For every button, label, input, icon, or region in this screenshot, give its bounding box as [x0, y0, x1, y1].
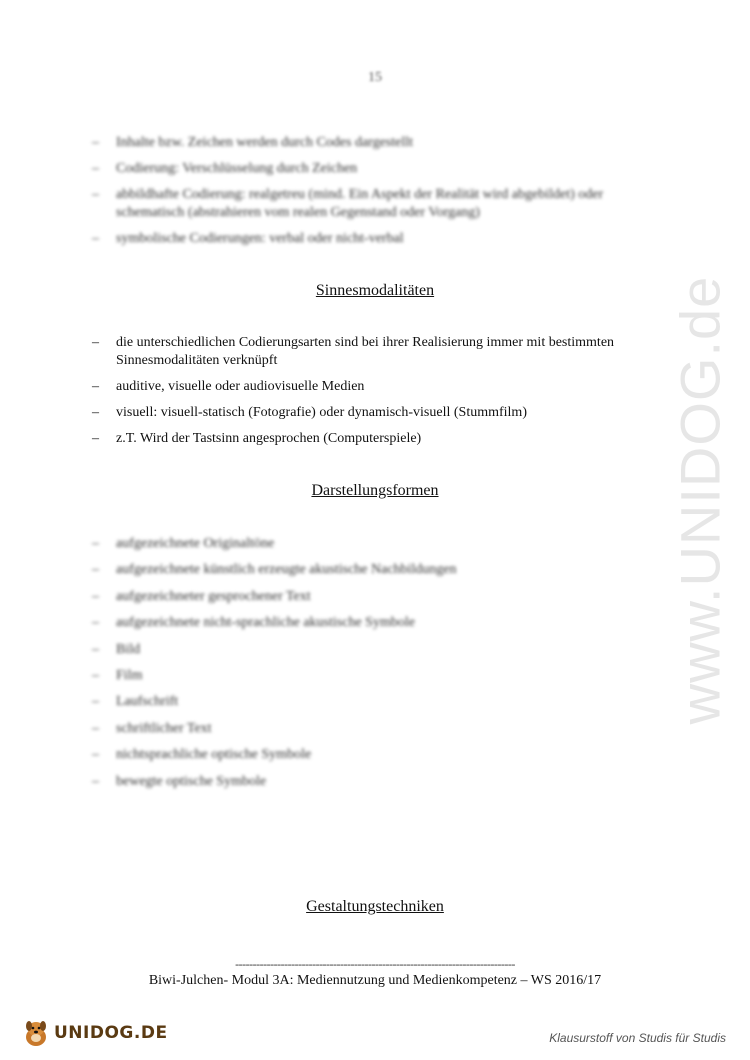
logo-text: UNIDOG.DE: [54, 1023, 168, 1043]
list-item: – nichtsprachliche optische Symbole: [92, 747, 312, 763]
heading-darstellungsformen: Darstellungsformen: [311, 482, 439, 499]
list-item: – visuell: visuell-statisch (Fotografie) oder dynamisch-visuell (Stummfilm): [92, 405, 527, 420]
list-item: – Film: [92, 667, 143, 683]
list-item: – Inhalte bzw. Zeichen werden durch Codes dargestellt: [92, 135, 414, 150]
list-item: – schriftlicher Text: [92, 720, 212, 736]
dog-icon: [20, 1017, 52, 1049]
list-item: – aufgezeichnete Originaltöne: [92, 536, 275, 551]
footer-rule: --------------------------------------------------------------------------------: [235, 957, 515, 971]
blurred-list-darstellungsformen: [92, 535, 662, 791]
heading-sinnesmodalitaeten: Sinnesmodalitäten: [315, 282, 435, 299]
list-item: – auditive, visuelle oder audiovisuelle Medien: [92, 379, 365, 394]
list-item: – aufgezeichneter gesprochener Text: [92, 588, 311, 604]
list-item: – abbildhafte Codierung: realgetreu (mind. Ein Aspekt der Realität wird abgebildet) oder schematisch (abstrahieren vom realen Gegenstand oder Vorgang): [92, 187, 604, 220]
list-sinnesmodalitaeten: [92, 334, 682, 448]
blurred-list-top: [92, 134, 662, 248]
heading-gestaltungstechniken: Gestaltungstechniken: [306, 898, 444, 915]
page-number: 15: [368, 70, 382, 85]
tagline: Klausurstoff von Studis für Studis: [549, 1031, 726, 1045]
list-item: – die unterschiedlichen Codierungsarten sind bei ihrer Realisierung immer mit bestimmten Sinnesmodalitäten verknüpft: [92, 335, 615, 368]
watermark: www.UNIDOG.de: [668, 275, 732, 725]
list-item: – symbolische Codierungen: verbal oder nicht-verbal: [92, 231, 404, 246]
list-item: – aufgezeichnete nicht-sprachliche akustische Symbole: [92, 615, 415, 631]
list-item: – z.T. Wird der Tastsinn angesprochen (Computerspiele): [92, 431, 422, 446]
list-item: – aufgezeichnete künstlich erzeugte akustische Nachbildungen: [92, 562, 457, 578]
list-item: – Bild: [92, 641, 141, 657]
list-item: – bewegte optische Symbole: [92, 773, 267, 789]
unidog-logo: [20, 1016, 168, 1050]
list-item: – Laufschrift: [92, 694, 179, 710]
list-item: – Codierung: Verschlüsselung durch Zeichen: [92, 161, 358, 176]
footer-title: Biwi-Julchen- Modul 3A: Mediennutzung und Medienkompetenz – WS 2016/17: [148, 973, 602, 988]
